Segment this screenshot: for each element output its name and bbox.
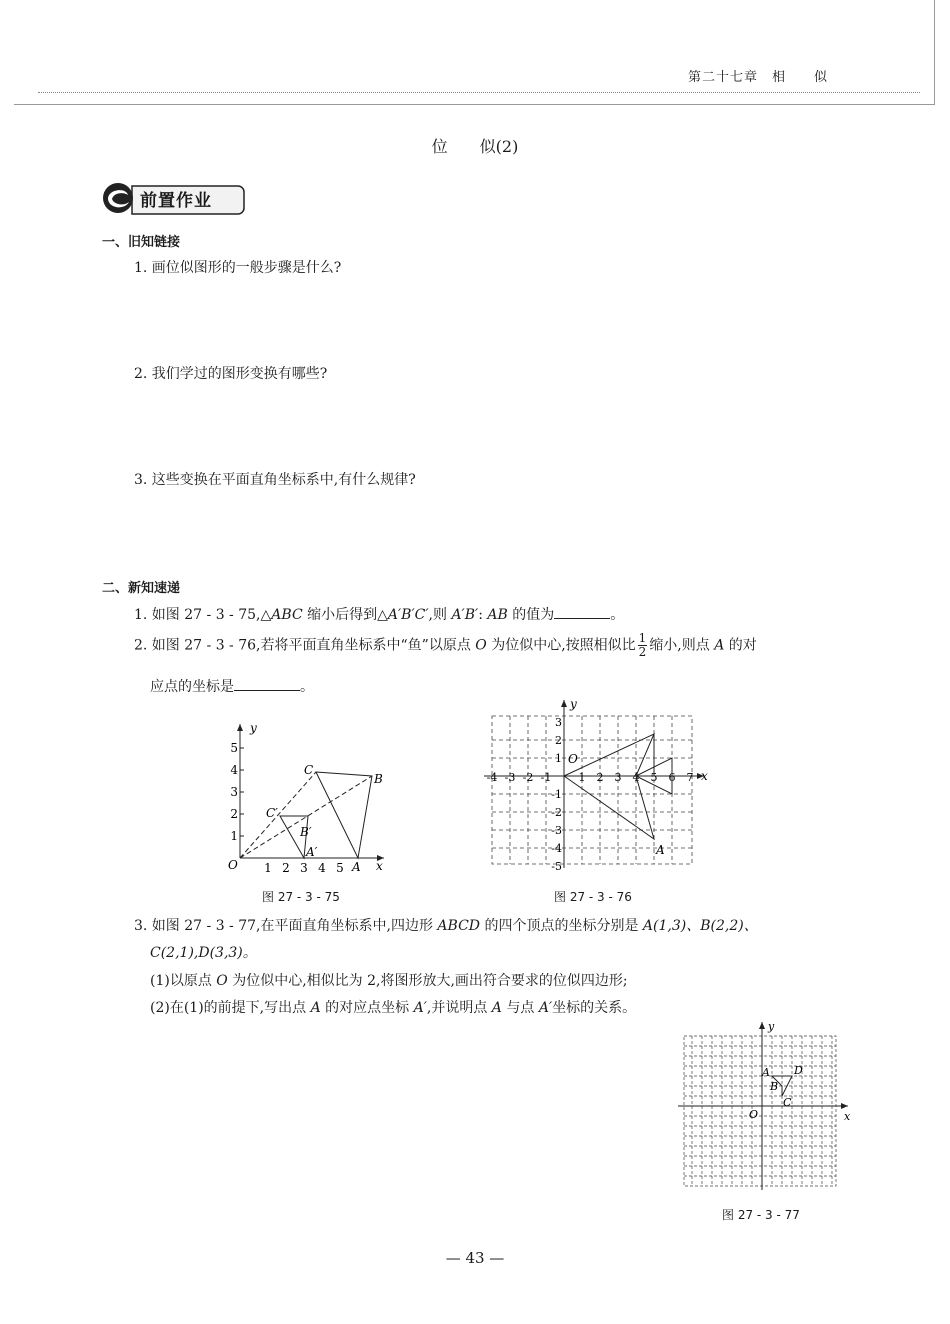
- fig75-y-tick: 4: [230, 763, 238, 777]
- question-2-2: 2. 如图 27 - 3 - 76,若将平面直角坐标系中“鱼”以原点 O 为位似中心,按照相似比 $\frac{1}{2}$ 缩小,则点 A 的对: [134, 631, 757, 659]
- fig75-label-Cp: C′: [266, 806, 278, 820]
- fig75-y-label: y: [250, 721, 257, 735]
- page-title: 位 似(2): [431, 137, 519, 156]
- page-number: — 43 —: [445, 1249, 505, 1267]
- fig75-y-tick: 5: [230, 741, 238, 755]
- fig76-origin: O: [568, 752, 578, 766]
- fig76-x-tick: 3: [614, 771, 622, 784]
- header-rule: [14, 104, 935, 105]
- figure-27-3-77: [676, 1018, 856, 1192]
- figure-27-3-75: [222, 716, 392, 876]
- answer-blank-1[interactable]: [554, 604, 610, 619]
- fig76-x-tick: -4: [486, 771, 498, 784]
- fig75-triangle-ABC: [316, 772, 372, 858]
- fig77-x-label: x: [844, 1110, 851, 1123]
- fig75-x-tick: 1: [264, 861, 272, 875]
- fig75-y-tick: 1: [230, 829, 238, 843]
- fig76-x-tick: -1: [540, 771, 552, 784]
- fig76-y-tick: 1: [555, 752, 562, 765]
- fig75-x-tick: 4: [318, 861, 326, 875]
- fig75-x-tick: 3: [300, 861, 308, 875]
- question-2-2-line2: 应点的坐标是 。: [150, 676, 314, 696]
- fig76-y-label: y: [570, 697, 577, 711]
- fig76-y-tick: -2: [551, 806, 562, 819]
- fig76-x-tick: -2: [522, 771, 534, 784]
- fig76-y-tick: -1: [551, 788, 562, 801]
- question-1-3: 3. 这些变换在平面直角坐标系中,有什么规律?: [134, 472, 416, 488]
- fig75-label-B: B: [374, 772, 383, 786]
- question-1-1: 1. 画位似图形的一般步骤是什么?: [134, 260, 342, 276]
- question-2-3: 3. 如图 27 - 3 - 77,在平面直角坐标系中,四边形 ABCD 的四个顶点的坐标分别是 A(1,3)、B(2,2)、: [134, 918, 758, 934]
- fig76-x-tick: 5: [650, 771, 658, 784]
- header-dotted-line: [38, 92, 920, 93]
- fig76-y-tick: 3: [555, 716, 562, 729]
- fig75-x-label: x: [376, 859, 383, 873]
- fig76-x-tick: 2: [596, 771, 604, 784]
- figure-caption-76: 图 27 - 3 - 76: [554, 890, 632, 904]
- fig77-label-C: C: [783, 1096, 792, 1109]
- fig76-x-tick: 6: [668, 771, 676, 784]
- fig76-x-label: x: [701, 769, 708, 783]
- chapter-header: 第二十七章 相 似: [688, 70, 829, 85]
- answer-blank-2[interactable]: [234, 676, 300, 691]
- fig76-x-tick: 1: [578, 771, 586, 784]
- figure-caption-77: 图 27 - 3 - 77: [722, 1208, 800, 1222]
- fig76-y-tick: 2: [555, 734, 562, 747]
- fig77-origin: O: [749, 1108, 759, 1121]
- question-2-3-line2: C(2,1),D(3,3)。: [150, 945, 257, 961]
- fig75-y-tick: 2: [230, 807, 238, 821]
- question-2-1: 1. 如图 27 - 3 - 75,△ABC 缩小后得到△A′B′C′,则 A′B′: AB 的值为 。: [134, 604, 624, 624]
- fig77-label-B: B: [770, 1080, 779, 1093]
- fig76-label-A: A: [656, 843, 665, 857]
- fraction-one-half: $\frac{1}{2}$: [638, 631, 647, 659]
- fig75-label-C: C: [304, 763, 314, 777]
- fig75-origin: O: [228, 858, 238, 872]
- fig76-y-tick: -4: [551, 842, 562, 855]
- fig76-y-tick: -3: [551, 824, 562, 837]
- fig76-y-tick: -5: [551, 860, 562, 873]
- fig75-y-tick: 3: [230, 785, 238, 799]
- fig77-label-A: A: [762, 1066, 770, 1079]
- header-corner-line: [934, 0, 935, 104]
- fig77-y-label: y: [768, 1020, 775, 1033]
- question-2-3-part2: (2)在(1)的前提下,写出点 A 的对应点坐标 A′,并说明点 A 与点 A′坐标的关系。: [150, 1000, 637, 1016]
- figure-27-3-76: [480, 696, 712, 876]
- section-heading-review: 一、旧知链接: [102, 235, 181, 250]
- figure-caption-75: 图 27 - 3 - 75: [262, 890, 340, 904]
- fig76-x-tick: 4: [632, 771, 640, 784]
- banner-label: 前置作业: [140, 191, 212, 211]
- question-2-3-part1: (1)以原点 O 为位似中心,相似比为 2,将图形放大,画出符合要求的位似四边形;: [150, 973, 628, 989]
- fig75-x-tick: 2: [282, 861, 290, 875]
- fig75-label-Ap: A′: [306, 845, 318, 859]
- fig77-label-D: D: [794, 1064, 803, 1077]
- section-heading-new: 二、新知速递: [102, 581, 181, 596]
- fig75-label-Bp: B′: [300, 825, 312, 839]
- fig76-x-tick: 7: [686, 771, 694, 784]
- fig75-x-tick: 5: [336, 861, 344, 875]
- question-1-2: 2. 我们学过的图形变换有哪些?: [134, 366, 328, 382]
- fig76-x-tick: -3: [504, 771, 516, 784]
- fig75-label-A: A: [352, 860, 361, 874]
